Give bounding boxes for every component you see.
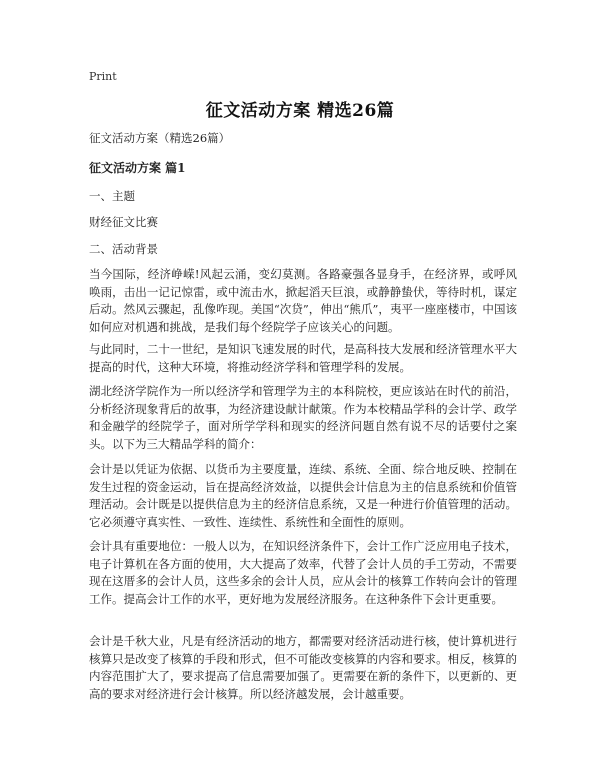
paragraph-1: 当今国际，经济峥嵘!风起云涌，变幻莫测。各路豪强各显身手，在经济界，或呼风唤雨，击出一记记惊雷，或中流击水，掀起滔天巨浪，或静静蛰伏，等待时机，谋定后动。然风云骤起，乱像咋现。美国“次贷”，伸出“熊爪”，夷平一座座楼市，中国该如何应对机遇和挑战，是我们每个经院学子应该关心的问题。 (89, 267, 517, 334)
item-topic-heading: 一、主题 (89, 189, 135, 203)
paragraph-4: 会计是以凭证为依据、以货币为主要度量，连续、系统、全面、综合地反映、控制在发生过程的资金运动，旨在提高经济效益，以提供会计信息为主的信息系统和价值管理活动。会计既是以提供信息为主的经济信息系统，又是一种进行价值管理的活动。它必须遵守真实性、一致性、连续性、系统性和全面性的原则。 (89, 462, 517, 529)
page-title: 征文活动方案 精选26篇 (205, 101, 395, 121)
print-link[interactable]: Print (89, 70, 117, 83)
item-background-heading: 二、活动背景 (89, 242, 158, 256)
section-heading: 征文活动方案 篇1 (89, 161, 186, 175)
document-subtitle: 征文活动方案（精选26篇） (89, 131, 231, 145)
paragraph-2: 与此同时，二十一世纪，是知识飞速发展的时代，是高科技大发展和经济管理水平大提高的时代，这种大环境，将推动经济学科和管理学科的发展。 (89, 342, 517, 374)
item-topic-value: 财经征文比赛 (89, 215, 158, 229)
paragraph-6: 会计是千秋大业，凡是有经济活动的地方，都需要对经济活动进行核，使计算机进行核算只是改变了核算的手段和形式，但不可能改变核算的内容和要求。相反，核算的内容范围扩大了，要求提高了信息需要加强了。更需要在新的条件下，以更新的、更高的要求对经济进行会计核算。所以经济越发展，会计越重要。 (89, 634, 517, 701)
paragraph-3: 湖北经济学院作为一所以经济学和管理学为主的本科院校，更应该站在时代的前沿，分析经济现象背后的故事，为经济建设献计献策。作为本校精品学科的会计学、政学和金融学的经院学子，面对所学学科和现实的经济问题自然有说不尽的话要付之案头。以下为三大精品学科的简介： (89, 384, 517, 451)
paragraph-5: 会计具有重要地位：一般人以为，在知识经济条件下，会计工作广泛应用电子技术，电子计算机在各方面的使用，大大提高了效率，代替了会计人员的手工劳动，不需要现在这厝多的会计人员，这些多余的会计人员，应从会计的核算工作转向会计的管理工作。提高会计工作的水平，更好地为发展经济服务。在这种条件下会计更重要。 (89, 539, 517, 606)
